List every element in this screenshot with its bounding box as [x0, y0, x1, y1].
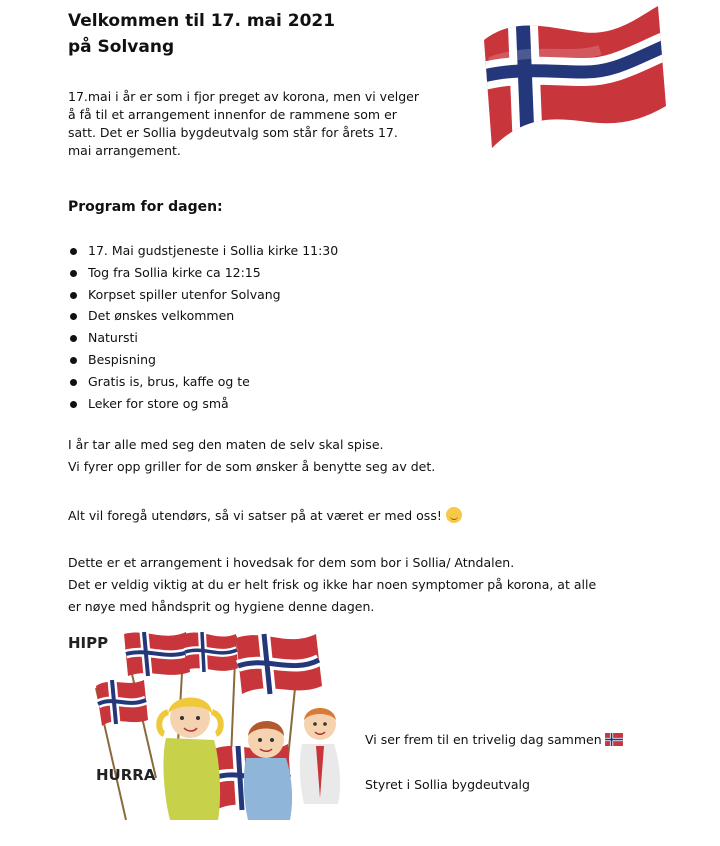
bullet-icon	[70, 357, 77, 364]
title-line-1: Velkommen til 17. mai 2021	[68, 11, 336, 31]
bullet-icon	[70, 248, 77, 255]
list-item: Korpset spiller utenfor Solvang	[68, 284, 338, 306]
page-title	[68, 8, 335, 60]
bullet-icon	[70, 292, 77, 299]
bullet-icon	[70, 401, 77, 408]
hurra-text: HURRA	[96, 766, 156, 784]
intro-line: å få til et arrangement innenfor de rammene som er	[68, 107, 397, 122]
signature: Styret i Sollia bygdeutvalg	[365, 777, 530, 792]
list-item: Natursti	[68, 327, 338, 349]
list-item: 17. Mai gudstjeneste i Sollia kirke 11:30	[68, 240, 338, 262]
food-note: I år tar alle med seg den maten de selv skal spise. Vi fyrer opp griller for de som ønsker å benytte seg av det.	[68, 437, 436, 474]
bullet-icon	[70, 313, 77, 320]
weather-note: Alt vil foregå utendørs, så vi satser på at været er med oss!	[68, 505, 462, 527]
program-heading: Program for dagen:	[68, 199, 223, 215]
smiley-emoji-icon	[446, 507, 462, 523]
list-item: Leker for store og små	[68, 393, 338, 415]
title-line-2: på Solvang	[68, 37, 175, 57]
closing-message: Vi ser frem til en trivelig dag sammen	[365, 732, 624, 747]
bullet-icon	[70, 379, 77, 386]
list-item: Det ønskes velkommen	[68, 305, 338, 327]
intro-line: satt. Det er Sollia bygdeutvalg som står for årets 17.	[68, 125, 398, 140]
list-item: Bespisning	[68, 349, 338, 371]
bullet-icon	[70, 270, 77, 277]
list-item: Gratis is, brus, kaffe og te	[68, 371, 338, 393]
residents-note: Dette er et arrangement i hovedsak for dem som bor i Sollia/ Atndalen. Det er veldig viktig at du er helt frisk og ikke har noen symptomer på korona, at alle er nøye med håndsprit og hygiene denne dagen.	[68, 555, 597, 614]
intro-paragraph	[68, 88, 460, 160]
children-with-flags-illustration	[66, 628, 352, 820]
hipp-text: HIPP	[68, 634, 109, 652]
program-list	[68, 240, 338, 414]
norwegian-flag-image	[470, 2, 670, 150]
norway-flag-emoji-icon	[604, 733, 624, 746]
bullet-icon	[70, 335, 77, 342]
intro-line: mai arrangement.	[68, 143, 181, 158]
intro-line: 17.mai i år er som i fjor preget av korona, men vi velger	[68, 89, 420, 104]
list-item: Tog fra Sollia kirke ca 12:15	[68, 262, 338, 284]
